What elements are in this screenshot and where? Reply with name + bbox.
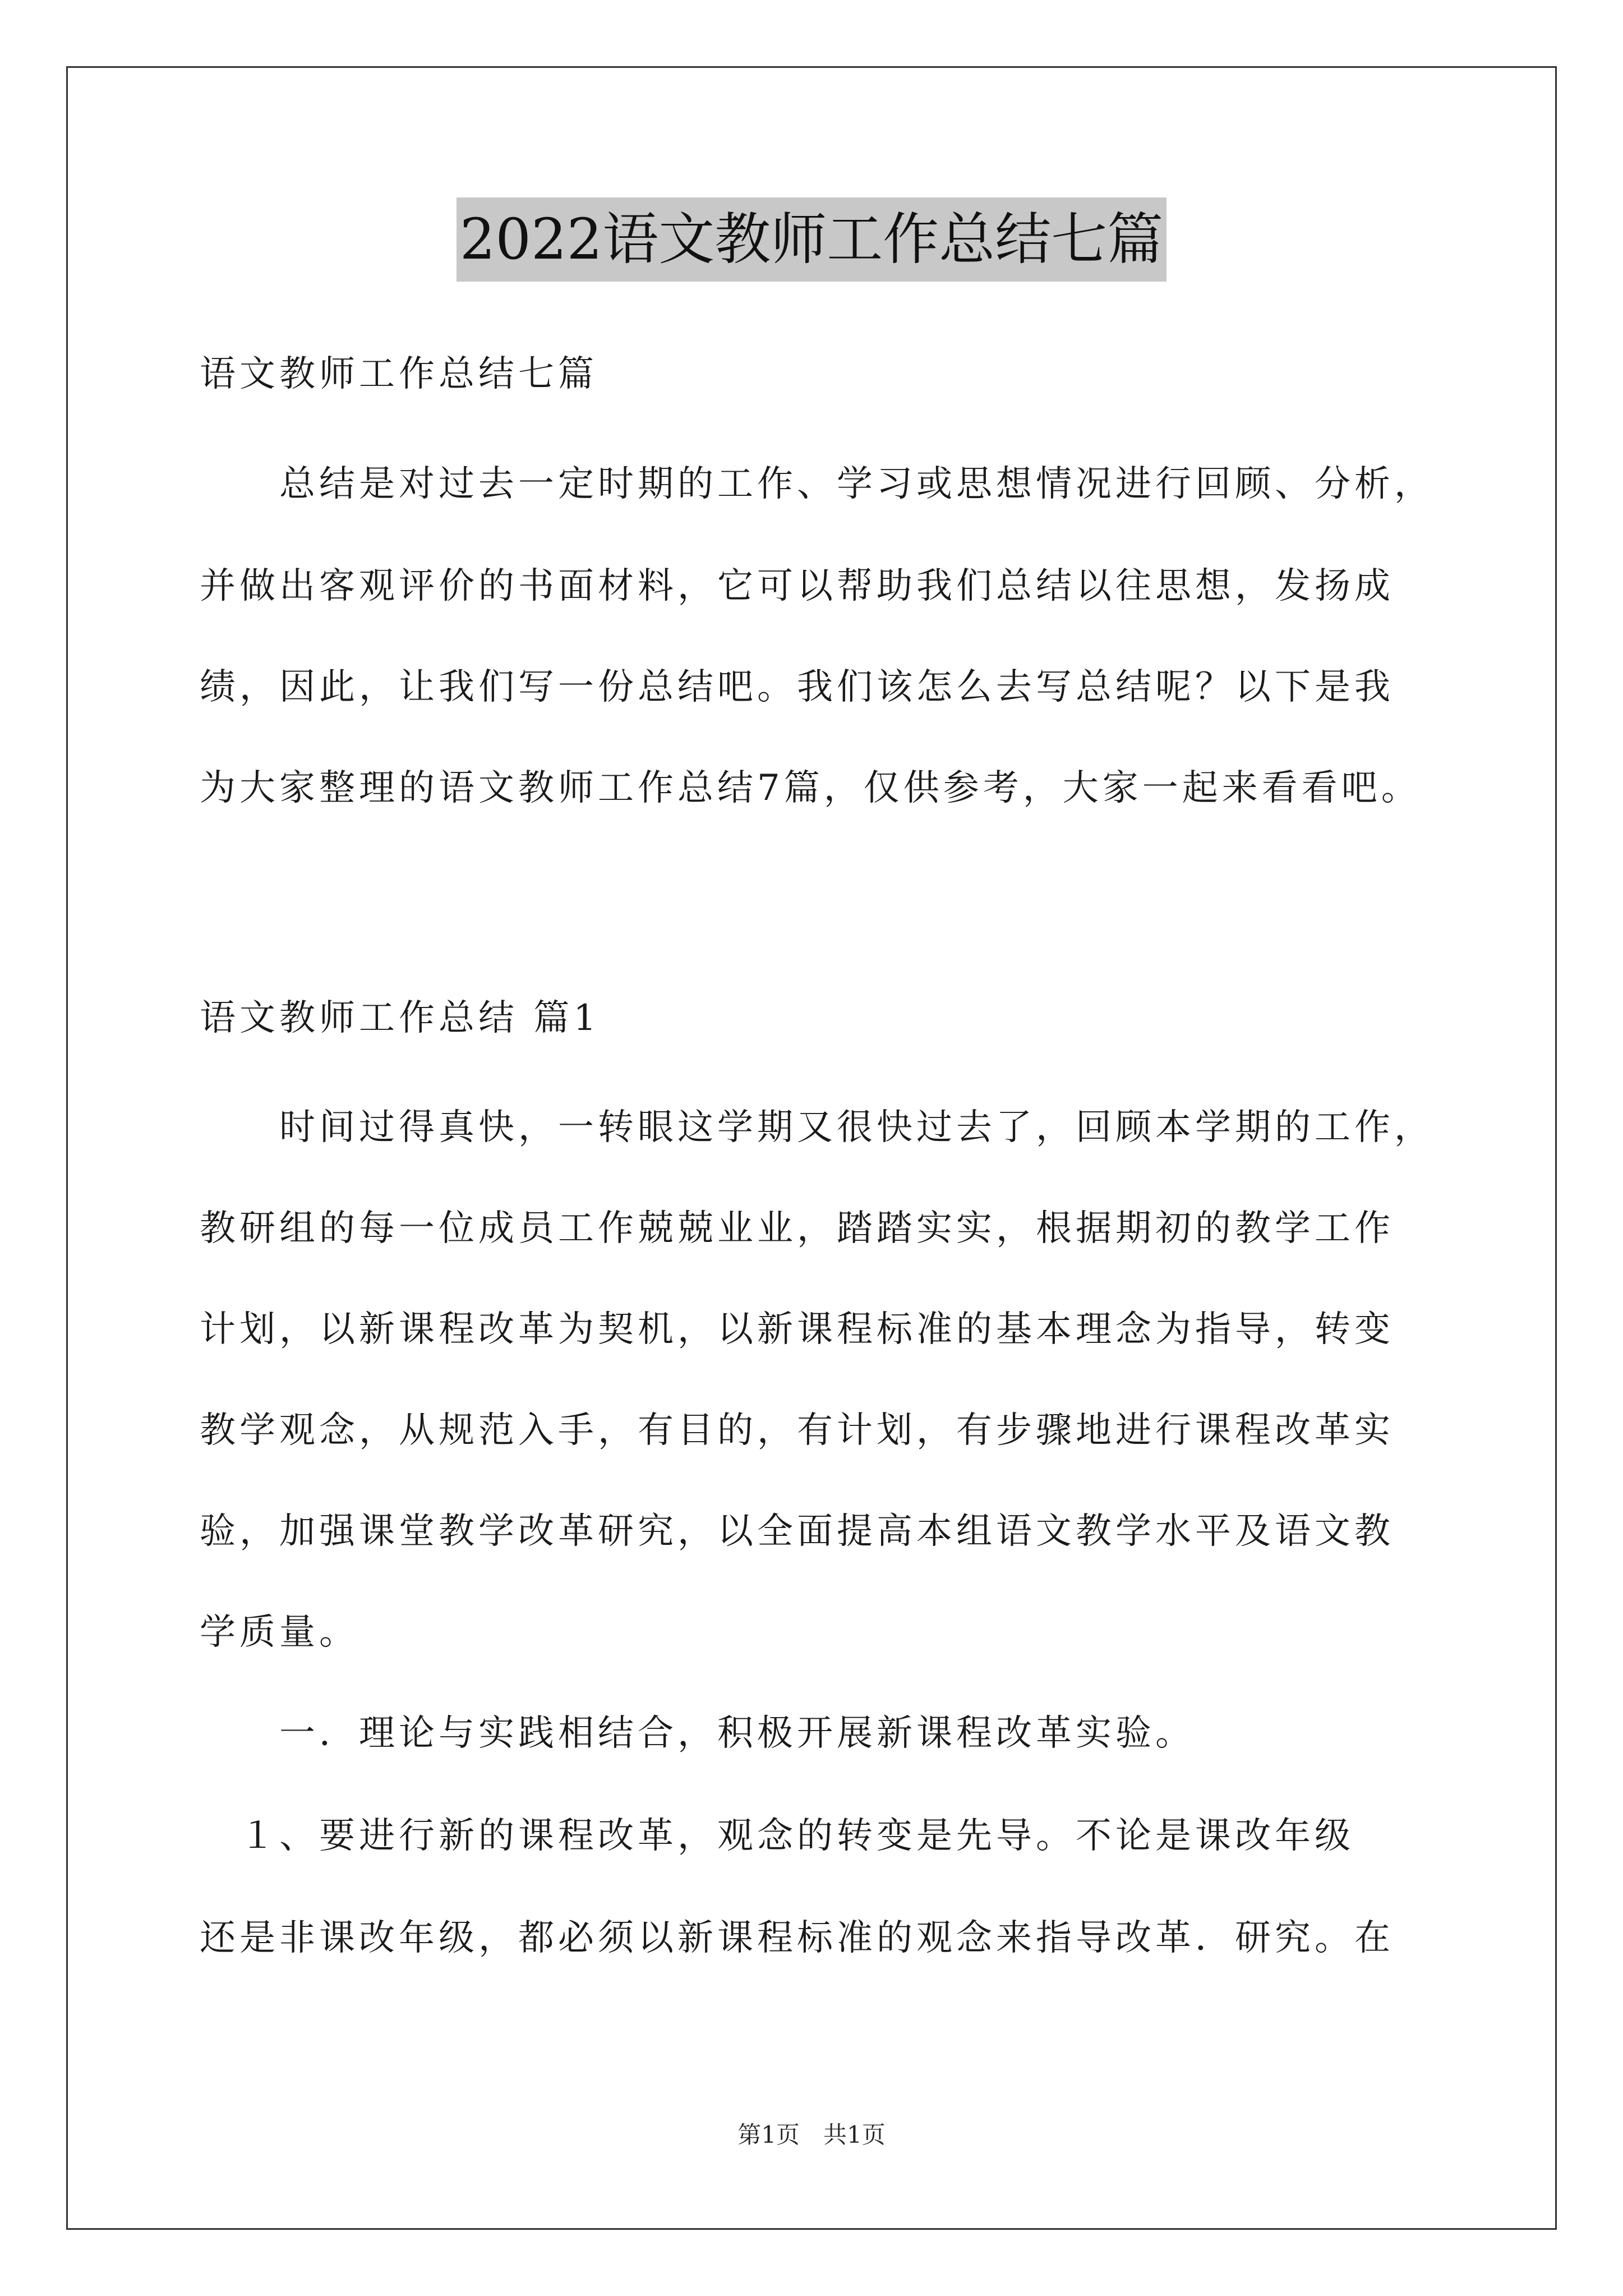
paragraph-line: 一．理论与实践相结合，积极开展新课程改革实验。 (200, 1713, 1195, 1754)
paragraph-line: 总结是对过去一定时期的工作、学习或思想情况进行回顾、分析， (200, 463, 1434, 505)
paragraph-line: １、要进行新的课程改革，观念的转变是先导。不论是课改年级 (200, 1815, 1354, 1857)
paragraph-line: 教学观念，从规范入手，有目的，有计划，有步骤地进行课程改革实 (200, 1410, 1394, 1451)
paragraph-line: 绩，因此，让我们写一份总结吧。我们该怎么去写总结呢？以下是我 (200, 666, 1394, 708)
title-wrapper (0, 197, 1623, 282)
section-heading: 语文教师工作总结 篇1 (200, 997, 601, 1039)
page-footer: 第1页 共1页 (737, 2121, 886, 2148)
document-title: 2022语文教师工作总结七篇 (457, 197, 1167, 282)
paragraph-line: 并做出客观评价的书面材料，它可以帮助我们总结以往思想，发扬成 (200, 565, 1394, 607)
paragraph-line: 教研组的每一位成员工作兢兢业业，踏踏实实，根据期初的教学工作 (200, 1208, 1394, 1249)
paragraph-line: 为大家整理的语文教师工作总结7篇，仅供参考，大家一起来看看吧。 (200, 767, 1421, 809)
paragraph-line: 还是非课改年级，都必须以新课程标准的观念来指导改革．研究。在 (200, 1917, 1394, 1959)
paragraph-line: 验，加强课堂教学改革研究，以全面提高本组语文教学水平及语文教 (200, 1511, 1394, 1552)
paragraph-line: 学质量。 (200, 1612, 359, 1653)
subtitle-line: 语文教师工作总结七篇 (200, 353, 598, 395)
paragraph-line: 时间过得真快，一转眼这学期又很快过去了，回顾本学期的工作， (200, 1107, 1434, 1148)
paragraph-line: 计划，以新课程改革为契机，以新课程标准的基本理念为指导，转变 (200, 1309, 1394, 1350)
